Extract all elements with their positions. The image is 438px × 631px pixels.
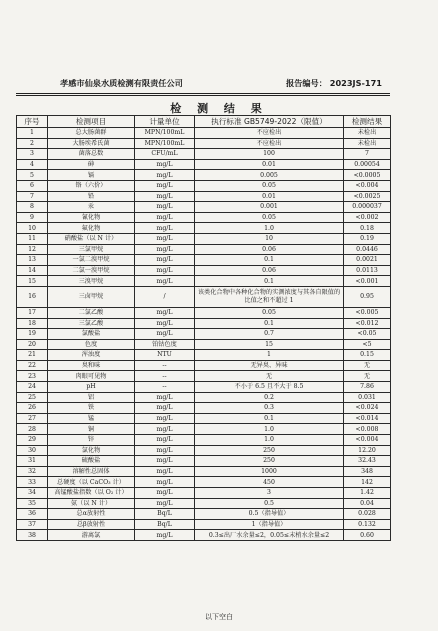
unit: mg/L <box>135 233 195 244</box>
test-item: 铁 <box>48 403 135 414</box>
row-number: 23 <box>17 371 48 382</box>
test-result: <0.008 <box>344 424 391 435</box>
test-item: 氯化物 <box>48 445 135 456</box>
test-result: <5 <box>344 339 391 350</box>
standard-limit: 0.05 <box>195 212 344 223</box>
test-item: 锌 <box>48 435 135 446</box>
test-result: <0.05 <box>344 329 391 340</box>
unit: -- <box>135 360 195 371</box>
row-number: 24 <box>17 382 48 393</box>
test-item: 总大肠菌群 <box>48 128 135 139</box>
table-row <box>17 329 391 340</box>
test-result: 0.000037 <box>344 202 391 213</box>
test-item: 铬（六价） <box>48 180 135 191</box>
row-number: 14 <box>17 265 48 276</box>
row-number: 7 <box>17 191 48 202</box>
table-row <box>17 498 391 509</box>
row-number: 1 <box>17 128 48 139</box>
test-item: 二氯乙酸 <box>48 307 135 318</box>
row-number: 26 <box>17 403 48 414</box>
table-row <box>17 159 391 170</box>
test-result: 0.0113 <box>344 265 391 276</box>
standard-limit: 0.06 <box>195 265 344 276</box>
column-header: 检测结果 <box>344 116 391 128</box>
test-item: 三卤甲烷 <box>48 286 135 307</box>
test-result: <0.012 <box>344 318 391 329</box>
row-number: 10 <box>17 223 48 234</box>
test-result: 0.95 <box>344 286 391 307</box>
unit: -- <box>135 371 195 382</box>
standard-limit: 0.1 <box>195 318 344 329</box>
test-item: 总α放射性 <box>48 509 135 520</box>
standard-limit: 无 <box>195 371 344 382</box>
unit: mg/L <box>135 466 195 477</box>
row-number: 4 <box>17 159 48 170</box>
test-result: 12.20 <box>344 445 391 456</box>
row-number: 6 <box>17 180 48 191</box>
column-header: 计量单位 <box>135 116 195 128</box>
test-result: <0.004 <box>344 180 391 191</box>
test-result: 1.42 <box>344 488 391 499</box>
test-result: 0.04 <box>344 498 391 509</box>
unit: mg/L <box>135 530 195 541</box>
standard-limit: 不小于 6.5 且不大于 8.5 <box>195 382 344 393</box>
standard-limit: 15 <box>195 339 344 350</box>
standard-limit: 0.005 <box>195 170 344 181</box>
row-number: 20 <box>17 339 48 350</box>
row-number: 19 <box>17 329 48 340</box>
table-row <box>17 307 391 318</box>
standard-limit: 0.01 <box>195 191 344 202</box>
unit: CFU/mL <box>135 149 195 160</box>
standard-limit: 0.3 <box>195 403 344 414</box>
row-number: 28 <box>17 424 48 435</box>
standard-limit: 0.2 <box>195 392 344 403</box>
column-header: 检测项目 <box>48 116 135 128</box>
table-row <box>17 149 391 160</box>
row-number: 18 <box>17 318 48 329</box>
standard-limit: 450 <box>195 477 344 488</box>
standard-limit: 无异臭、异味 <box>195 360 344 371</box>
unit: mg/L <box>135 477 195 488</box>
table-row <box>17 233 391 244</box>
test-result: 32.43 <box>344 456 391 467</box>
table-row <box>17 424 391 435</box>
row-number: 11 <box>17 233 48 244</box>
row-number: 27 <box>17 413 48 424</box>
unit: MPN/100mL <box>135 138 195 149</box>
test-result: 0.132 <box>344 519 391 530</box>
test-item: 硫酸盐 <box>48 456 135 467</box>
standard-limit: 250 <box>195 456 344 467</box>
unit: mg/L <box>135 318 195 329</box>
unit: mg/L <box>135 223 195 234</box>
table-row <box>17 286 391 307</box>
report-number: 报告编号： 2023JS-171 <box>285 78 382 88</box>
standard-limit: 1 <box>195 350 344 361</box>
test-result: 0.028 <box>344 509 391 520</box>
row-number: 33 <box>17 477 48 488</box>
standard-limit: 0.5（指导值） <box>195 509 344 520</box>
table-row <box>17 170 391 181</box>
row-number: 3 <box>17 149 48 160</box>
test-item: 浑浊度 <box>48 350 135 361</box>
test-result: 未检出 <box>344 138 391 149</box>
table-row <box>17 530 391 541</box>
test-result: 348 <box>344 466 391 477</box>
row-number: 9 <box>17 212 48 223</box>
row-number: 8 <box>17 202 48 213</box>
standard-limit: 0.06 <box>195 244 344 255</box>
row-number: 22 <box>17 360 48 371</box>
unit: mg/L <box>135 329 195 340</box>
test-item: 溶解性总固体 <box>48 466 135 477</box>
standard-limit: 250 <box>195 445 344 456</box>
row-number: 30 <box>17 445 48 456</box>
standard-limit: 0.001 <box>195 202 344 213</box>
standard-limit: 不应检出 <box>195 138 344 149</box>
row-number: 38 <box>17 530 48 541</box>
test-result: 0.19 <box>344 233 391 244</box>
unit: NTU <box>135 350 195 361</box>
test-item: 游离氯 <box>48 530 135 541</box>
unit: mg/L <box>135 488 195 499</box>
row-number: 15 <box>17 276 48 287</box>
unit: Bq/L <box>135 509 195 520</box>
test-result: 7.86 <box>344 382 391 393</box>
test-result: 0.60 <box>344 530 391 541</box>
unit: mg/L <box>135 392 195 403</box>
unit: mg/L <box>135 180 195 191</box>
unit: mg/L <box>135 265 195 276</box>
test-result: 0.0021 <box>344 255 391 266</box>
table-row <box>17 350 391 361</box>
test-result: 无 <box>344 360 391 371</box>
unit: mg/L <box>135 403 195 414</box>
table-row <box>17 318 391 329</box>
unit: mg/L <box>135 435 195 446</box>
standard-limit: 0.3≤出厂水余量≤2，0.05≤末梢水余量≤2 <box>195 530 344 541</box>
unit: mg/L <box>135 445 195 456</box>
standard-limit: 100 <box>195 149 344 160</box>
table-row <box>17 265 391 276</box>
standard-limit: 0.05 <box>195 180 344 191</box>
test-result: 0.15 <box>344 350 391 361</box>
test-item: 氨（以 N 计） <box>48 498 135 509</box>
test-result: 0.031 <box>344 392 391 403</box>
unit: MPN/100mL <box>135 128 195 139</box>
test-item: 硝酸盐（以 N 计） <box>48 233 135 244</box>
test-item: 铅 <box>48 191 135 202</box>
table-row <box>17 435 391 446</box>
unit: mg/L <box>135 276 195 287</box>
test-item: 汞 <box>48 202 135 213</box>
test-item: 氰化物 <box>48 212 135 223</box>
row-number: 21 <box>17 350 48 361</box>
unit: Bq/L <box>135 519 195 530</box>
table-row <box>17 360 391 371</box>
standard-limit: 0.1 <box>195 276 344 287</box>
test-item: 二氯一溴甲烷 <box>48 265 135 276</box>
test-item: 总β放射性 <box>48 519 135 530</box>
test-result: 未检出 <box>344 128 391 139</box>
table-row <box>17 180 391 191</box>
standard-limit: 该类化合物中各种化合物的实测浓度与其各自限值的比值之和不超过 1 <box>195 286 344 307</box>
row-number: 25 <box>17 392 48 403</box>
table-row <box>17 509 391 520</box>
header-divider <box>16 93 390 94</box>
test-item: 大肠埃希氏菌 <box>48 138 135 149</box>
test-item: 肉眼可见物 <box>48 371 135 382</box>
unit: mg/L <box>135 456 195 467</box>
row-number: 2 <box>17 138 48 149</box>
test-item: 镉 <box>48 170 135 181</box>
table-row <box>17 276 391 287</box>
unit: mg/L <box>135 244 195 255</box>
report-header <box>60 78 382 90</box>
test-result: <0.001 <box>344 276 391 287</box>
row-number: 31 <box>17 456 48 467</box>
test-result: <0.014 <box>344 413 391 424</box>
row-number: 16 <box>17 286 48 307</box>
table-row <box>17 445 391 456</box>
test-result: 0.18 <box>344 223 391 234</box>
table-row <box>17 202 391 213</box>
test-item: 高锰酸盐指数（以 O₂ 计） <box>48 488 135 499</box>
unit: -- <box>135 382 195 393</box>
standard-limit: 0.1 <box>195 413 344 424</box>
test-result: <0.005 <box>344 307 391 318</box>
test-result: 无 <box>344 371 391 382</box>
table-row <box>17 128 391 139</box>
test-item: 锰 <box>48 413 135 424</box>
standard-limit: 1（指导值） <box>195 519 344 530</box>
table-row <box>17 138 391 149</box>
table-body <box>17 128 391 541</box>
page-title: 检 测 结 果 <box>170 102 268 115</box>
standard-limit: 10 <box>195 233 344 244</box>
test-item: 总硬度（以 CaCO₃ 计） <box>48 477 135 488</box>
unit: mg/L <box>135 255 195 266</box>
table-row <box>17 339 391 350</box>
test-result: <0.0005 <box>344 170 391 181</box>
standard-limit: 0.7 <box>195 329 344 340</box>
test-item: 菌落总数 <box>48 149 135 160</box>
test-result: <0.0025 <box>344 191 391 202</box>
table-row <box>17 223 391 234</box>
table-row <box>17 371 391 382</box>
results-table <box>16 115 391 541</box>
unit: 铂钴色度 <box>135 339 195 350</box>
standard-limit: 1.0 <box>195 435 344 446</box>
standard-limit: 1.0 <box>195 223 344 234</box>
table-row <box>17 466 391 477</box>
standard-limit: 0.5 <box>195 498 344 509</box>
table-row <box>17 392 391 403</box>
test-item: 三氯乙酸 <box>48 318 135 329</box>
standard-limit: 0.1 <box>195 255 344 266</box>
test-item: 一氯二溴甲烷 <box>48 255 135 266</box>
test-result: 142 <box>344 477 391 488</box>
test-result: 0.0446 <box>344 244 391 255</box>
header-divider-2 <box>16 95 390 96</box>
row-number: 32 <box>17 466 48 477</box>
standard-limit: 不应检出 <box>195 128 344 139</box>
standard-limit: 0.01 <box>195 159 344 170</box>
test-item: 三氯甲烷 <box>48 244 135 255</box>
table-row <box>17 244 391 255</box>
row-number: 29 <box>17 435 48 446</box>
test-item: 砷 <box>48 159 135 170</box>
table-header-row <box>17 116 391 128</box>
table-row <box>17 403 391 414</box>
table-row <box>17 488 391 499</box>
standard-limit: 1000 <box>195 466 344 477</box>
test-item: pH <box>48 382 135 393</box>
test-item: 色度 <box>48 339 135 350</box>
unit: mg/L <box>135 307 195 318</box>
unit: mg/L <box>135 212 195 223</box>
test-item: 铝 <box>48 392 135 403</box>
table-row <box>17 191 391 202</box>
test-item: 铜 <box>48 424 135 435</box>
row-number: 36 <box>17 509 48 520</box>
end-marker: 以下空白 <box>205 613 233 621</box>
test-result: 7 <box>344 149 391 160</box>
table-row <box>17 413 391 424</box>
table-row <box>17 519 391 530</box>
unit: / <box>135 286 195 307</box>
table-row <box>17 456 391 467</box>
unit: mg/L <box>135 159 195 170</box>
test-item: 氯酸盐 <box>48 329 135 340</box>
row-number: 34 <box>17 488 48 499</box>
standard-limit: 3 <box>195 488 344 499</box>
row-number: 13 <box>17 255 48 266</box>
test-item: 三溴甲烷 <box>48 276 135 287</box>
unit: mg/L <box>135 413 195 424</box>
test-result: <0.004 <box>344 435 391 446</box>
unit: mg/L <box>135 424 195 435</box>
standard-limit: 1.0 <box>195 424 344 435</box>
column-header: 执行标准 GB5749-2022（限值） <box>195 116 344 128</box>
test-result: <0.024 <box>344 403 391 414</box>
table-row <box>17 255 391 266</box>
test-result: 0.00054 <box>344 159 391 170</box>
unit: mg/L <box>135 202 195 213</box>
table-row <box>17 212 391 223</box>
unit: mg/L <box>135 191 195 202</box>
test-item: 氟化物 <box>48 223 135 234</box>
company-name: 孝感市仙泉水质检测有限责任公司 <box>60 78 183 88</box>
row-number: 35 <box>17 498 48 509</box>
row-number: 12 <box>17 244 48 255</box>
unit: mg/L <box>135 170 195 181</box>
row-number: 5 <box>17 170 48 181</box>
column-header: 序号 <box>17 116 48 128</box>
test-result: <0.002 <box>344 212 391 223</box>
standard-limit: 0.05 <box>195 307 344 318</box>
table-row <box>17 477 391 488</box>
row-number: 37 <box>17 519 48 530</box>
row-number: 17 <box>17 307 48 318</box>
table-row <box>17 382 391 393</box>
test-item: 臭和味 <box>48 360 135 371</box>
unit: mg/L <box>135 498 195 509</box>
